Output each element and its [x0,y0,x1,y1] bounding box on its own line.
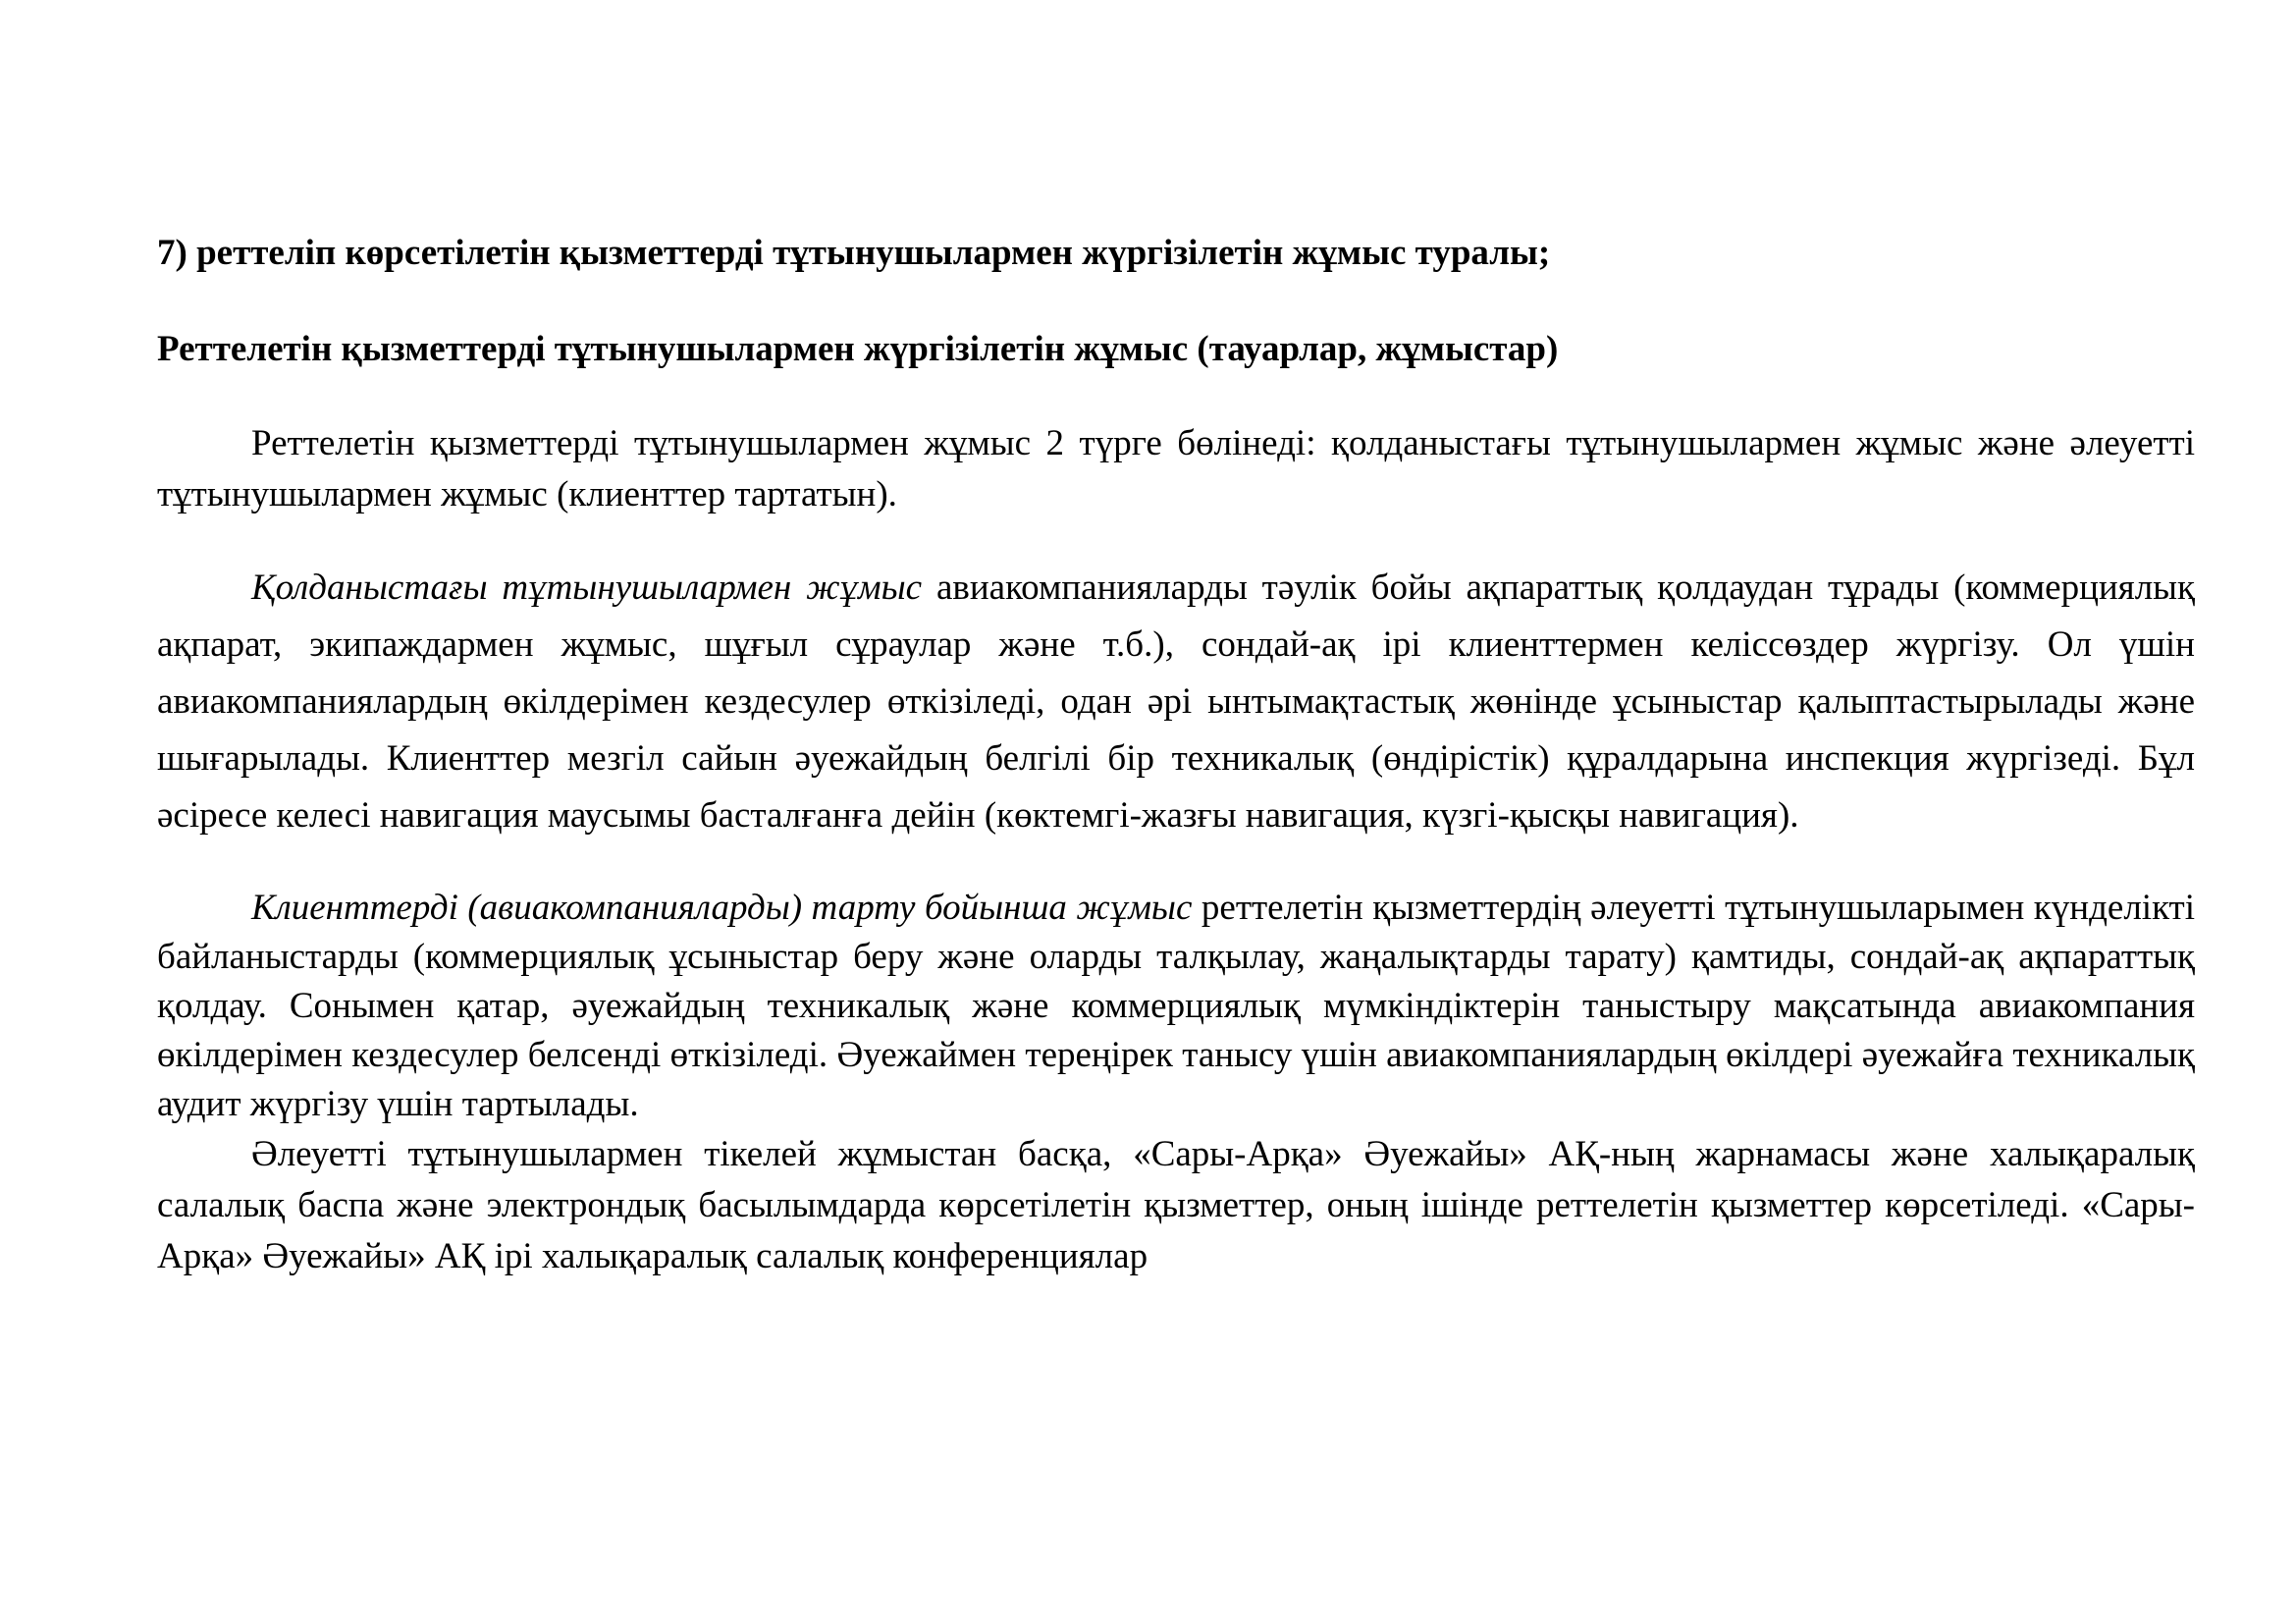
paragraph-text: реттелетін қызметтердің әлеуетті тұтынушыларымен күнделікті байланыстарды (коммерциялық ұсыныстар беру және оларды талқылау, жаңалықтарды тарату) қамтиды, сондай-ақ ақпараттық қолдау. Сонымен қатар, әуежайдың техникалық және коммерциялық мүмкіндіктерін таныстыру мақсатында авиакомпания өкілдерімен кездесулер белсенді өткізіледі. Әуежаймен тереңірек танысу үшін авиакомпаниялардың өкілдері әуежайға техникалық аудит жүргізу үшін тартылады. [157,888,2196,1124]
paragraph-text: Әлеуетті тұтынушылармен тікелей жұмыстан басқа, «Сары-Арқа» Әуежайы» АҚ-ның жарнамасы және халықаралық салалық баспа және электрондық басылымдарда көрсетілетін қызметтер, оның ішінде реттелетін қызметтер көрсетіледі. «Сары-Арқа» Әуежайы» АҚ ірі халықаралық салалық конференциялар [157,1134,2195,1276]
paragraph-italic-lead: Клиенттерді (авиакомпанияларды) тарту бойынша жұмыс [251,888,1193,928]
paragraph-work-types [157,418,2195,520]
paragraph-text: авиакомпанияларды тәулік бойы ақпараттық қолдаудан тұрады (коммерциялық ақпарат, экипаждармен жұмыс, шұғыл сұраулар және т.б.), сондай-ақ ірі клиенттермен келіссөздер жүргізу. Ол үшін авиакомпаниялардың өкілдерімен кездесулер өткізіледі, одан әрі ынтымақтастық жөнінде ұсыныстар қалыптастырылады және шығарылады. Клиенттер мезгіл сайын әуежайдың белгілі бір техникалық (өндірістік) құралдарына инспекция жүргізеді. Бұл әсіресе келесі навигация маусымы басталғанға дейін (көктемгі-жазғы навигация, күзгі-қысқы навигация). [157,568,2195,836]
paragraph-existing-customers [157,560,2195,844]
paragraph-italic-lead: Қолданыстағы тұтынушылармен жұмыс [251,568,923,608]
section-heading: 7) реттеліп көрсетілетін қызметтерді тұтынушылармен жүргізілетін жұмыс туралы; [157,233,1551,273]
subheading: Реттелетін қызметтерді тұтынушылармен жүргізілетін жұмыс (тауарлар, жұмыстар) [157,329,1559,369]
document-body [157,228,2195,1282]
paragraph-text: Реттелетін қызметтерді тұтынушылармен жұмыс 2 түрге бөлінеді: қолданыстағы тұтынушылармен жұмыс және әлеуетті тұтынушылармен жұмыс (клиенттер тартатын). [157,423,2195,514]
paragraph-advertising [157,1129,2195,1282]
paragraph-attracting-clients [157,884,2195,1129]
